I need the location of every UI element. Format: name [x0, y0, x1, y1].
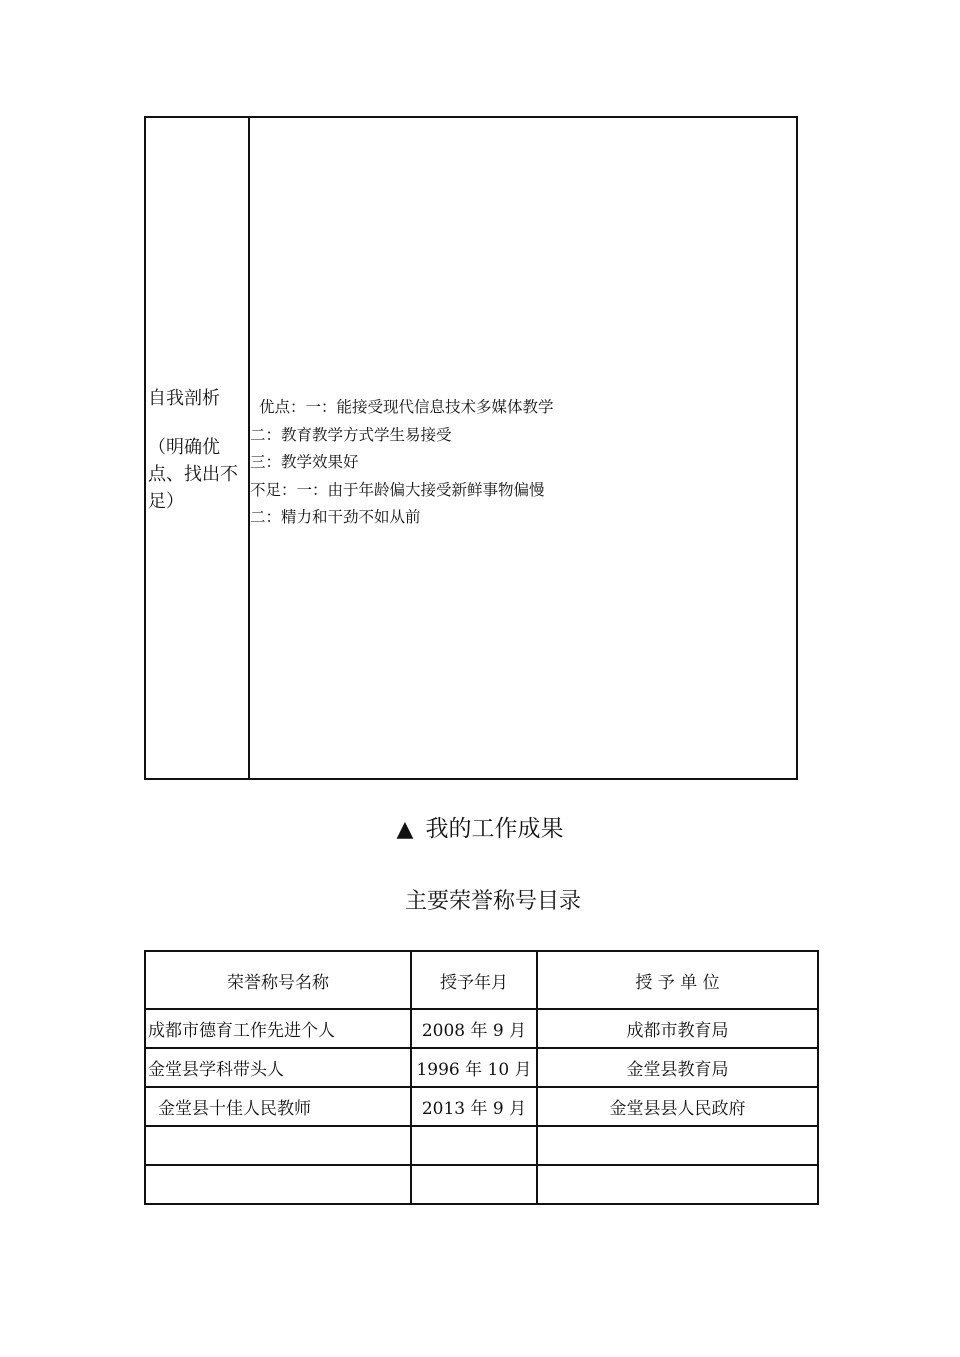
- honor-date: 1996 年 10 月: [411, 1048, 537, 1087]
- honor-name: [145, 1165, 411, 1204]
- analysis-line: 优点：一：能接受现代信息技术多媒体教学: [259, 398, 554, 416]
- honor-name: [145, 1126, 411, 1165]
- honor-date: 2013 年 9 月: [411, 1087, 537, 1126]
- table-row: [145, 1165, 818, 1204]
- honor-date: [411, 1126, 537, 1165]
- self-analysis-content-cell: [250, 118, 796, 778]
- honor-name: 金堂县学科带头人: [145, 1048, 411, 1087]
- self-analysis-label-cell: [146, 118, 250, 778]
- honor-date: [411, 1165, 537, 1204]
- analysis-line: 二：精力和干劲不如从前: [250, 508, 421, 526]
- analysis-line: 不足：一：由于年龄偏大接受新鲜事物偏慢: [250, 480, 545, 499]
- table-row: [145, 1048, 818, 1087]
- header-org: 授 予 单 位: [537, 951, 818, 1009]
- section-heading: [0, 812, 960, 847]
- honor-name: 成都市德育工作先进个人: [145, 1009, 411, 1048]
- self-analysis-lines: [250, 394, 554, 532]
- analysis-line: 二：教育教学方式学生易接受: [250, 425, 452, 444]
- honor-org: 成都市教育局: [537, 1009, 818, 1048]
- honor-name: 金堂县十佳人民教师: [145, 1087, 411, 1126]
- self-analysis-note: （明确优点、找出不足）: [148, 437, 238, 512]
- honor-org: 金堂县教育局: [537, 1048, 818, 1087]
- self-analysis-box: [144, 116, 798, 780]
- table-header-row: [145, 951, 818, 1009]
- honor-date: 2008 年 9 月: [411, 1009, 537, 1048]
- table-row: [145, 1126, 818, 1165]
- self-analysis-label: 自我剖析: [148, 388, 220, 409]
- triangle-icon: ▲: [396, 817, 414, 842]
- header-date: 授予年月: [411, 951, 537, 1009]
- section-title: 我的工作成果: [425, 816, 564, 842]
- honors-title: 主要荣誉称号目录: [404, 889, 581, 914]
- honor-org: [537, 1126, 818, 1165]
- honor-org: 金堂县县人民政府: [537, 1087, 818, 1126]
- analysis-line: 三：教学效果好: [250, 453, 359, 471]
- table-row: [145, 1087, 818, 1126]
- honors-table: [144, 950, 819, 1205]
- header-name: 荣誉称号名称: [145, 951, 411, 1009]
- honor-org: [537, 1165, 818, 1204]
- table-row: [145, 1009, 818, 1048]
